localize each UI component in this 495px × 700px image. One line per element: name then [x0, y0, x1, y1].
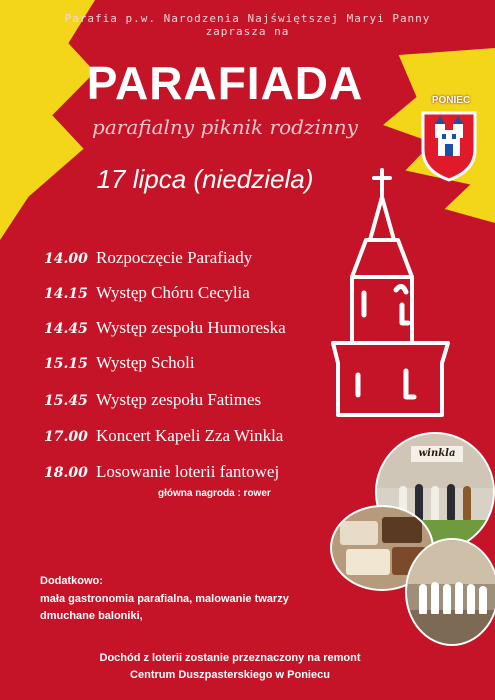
event-title: PARAFIADA — [86, 57, 364, 109]
schedule-event: Koncert Kapeli Zza Winkla — [96, 426, 284, 445]
header-line-1: Parafia p.w. Narodzenia Najświętszej Maryi Panny — [64, 12, 431, 25]
schedule-row — [44, 248, 252, 268]
musician-figure — [447, 484, 455, 520]
group-member-figure — [455, 582, 463, 614]
extras-line-2: dmuchane baloniki, — [40, 610, 143, 622]
schedule-event: Występ Scholi — [96, 353, 195, 372]
extras-line-1: mała gastronomia parafialna, malowanie twarzy — [40, 593, 289, 605]
group-photo — [405, 538, 495, 646]
schedule-row — [44, 426, 283, 446]
schedule-row — [44, 318, 286, 338]
extras-heading: Dodatkowo: — [40, 575, 103, 587]
header-line-2: zaprasza na — [205, 25, 290, 38]
schedule-event: Występ Chóru Cecylia — [96, 283, 250, 302]
cake-tray — [340, 521, 378, 545]
schedule-row — [44, 390, 261, 410]
footer-line-2: Centrum Duszpasterskiego w Poniecu — [130, 669, 330, 681]
musician-figure — [431, 486, 439, 520]
church-tower-icon — [330, 165, 450, 420]
schedule-row — [44, 462, 279, 482]
schedule-row — [44, 283, 250, 303]
schedule-time: 17.00 — [44, 429, 88, 445]
group-member-figure — [467, 584, 475, 614]
main-prize: główna nagroda : rower — [158, 488, 271, 499]
schedule-time: 18.00 — [44, 465, 88, 481]
footer-line-1: Dochód z loterii zostanie przeznaczony na remont — [99, 652, 361, 664]
event-date: 17 lipca (niedziela) — [96, 164, 314, 194]
cake-tray — [346, 549, 390, 575]
schedule-time: 15.45 — [44, 393, 88, 409]
group-member-figure — [479, 586, 487, 614]
schedule-event: Losowanie loterii fantowej — [96, 462, 280, 481]
schedule-time: 14.00 — [44, 251, 88, 267]
event-subtitle: parafialny piknik rodzinny — [92, 115, 358, 139]
schedule-row — [44, 353, 195, 373]
town-logo-text: PONIEC — [431, 95, 471, 106]
schedule-event: Rozpoczęcie Parafiady — [96, 248, 253, 267]
musician-figure — [463, 486, 471, 520]
group-member-figure — [443, 584, 451, 614]
group-member-figure — [431, 582, 439, 614]
schedule-event: Występ zespołu Fatimes — [96, 390, 262, 409]
schedule-time: 14.15 — [44, 286, 88, 302]
group-member-figure — [419, 584, 427, 614]
schedule-event: Występ zespołu Humoreska — [96, 318, 286, 337]
schedule-time: 15.15 — [44, 356, 88, 372]
band-sign: winkla — [411, 446, 463, 462]
schedule-time: 14.45 — [44, 321, 88, 337]
musician-figure — [415, 484, 423, 520]
